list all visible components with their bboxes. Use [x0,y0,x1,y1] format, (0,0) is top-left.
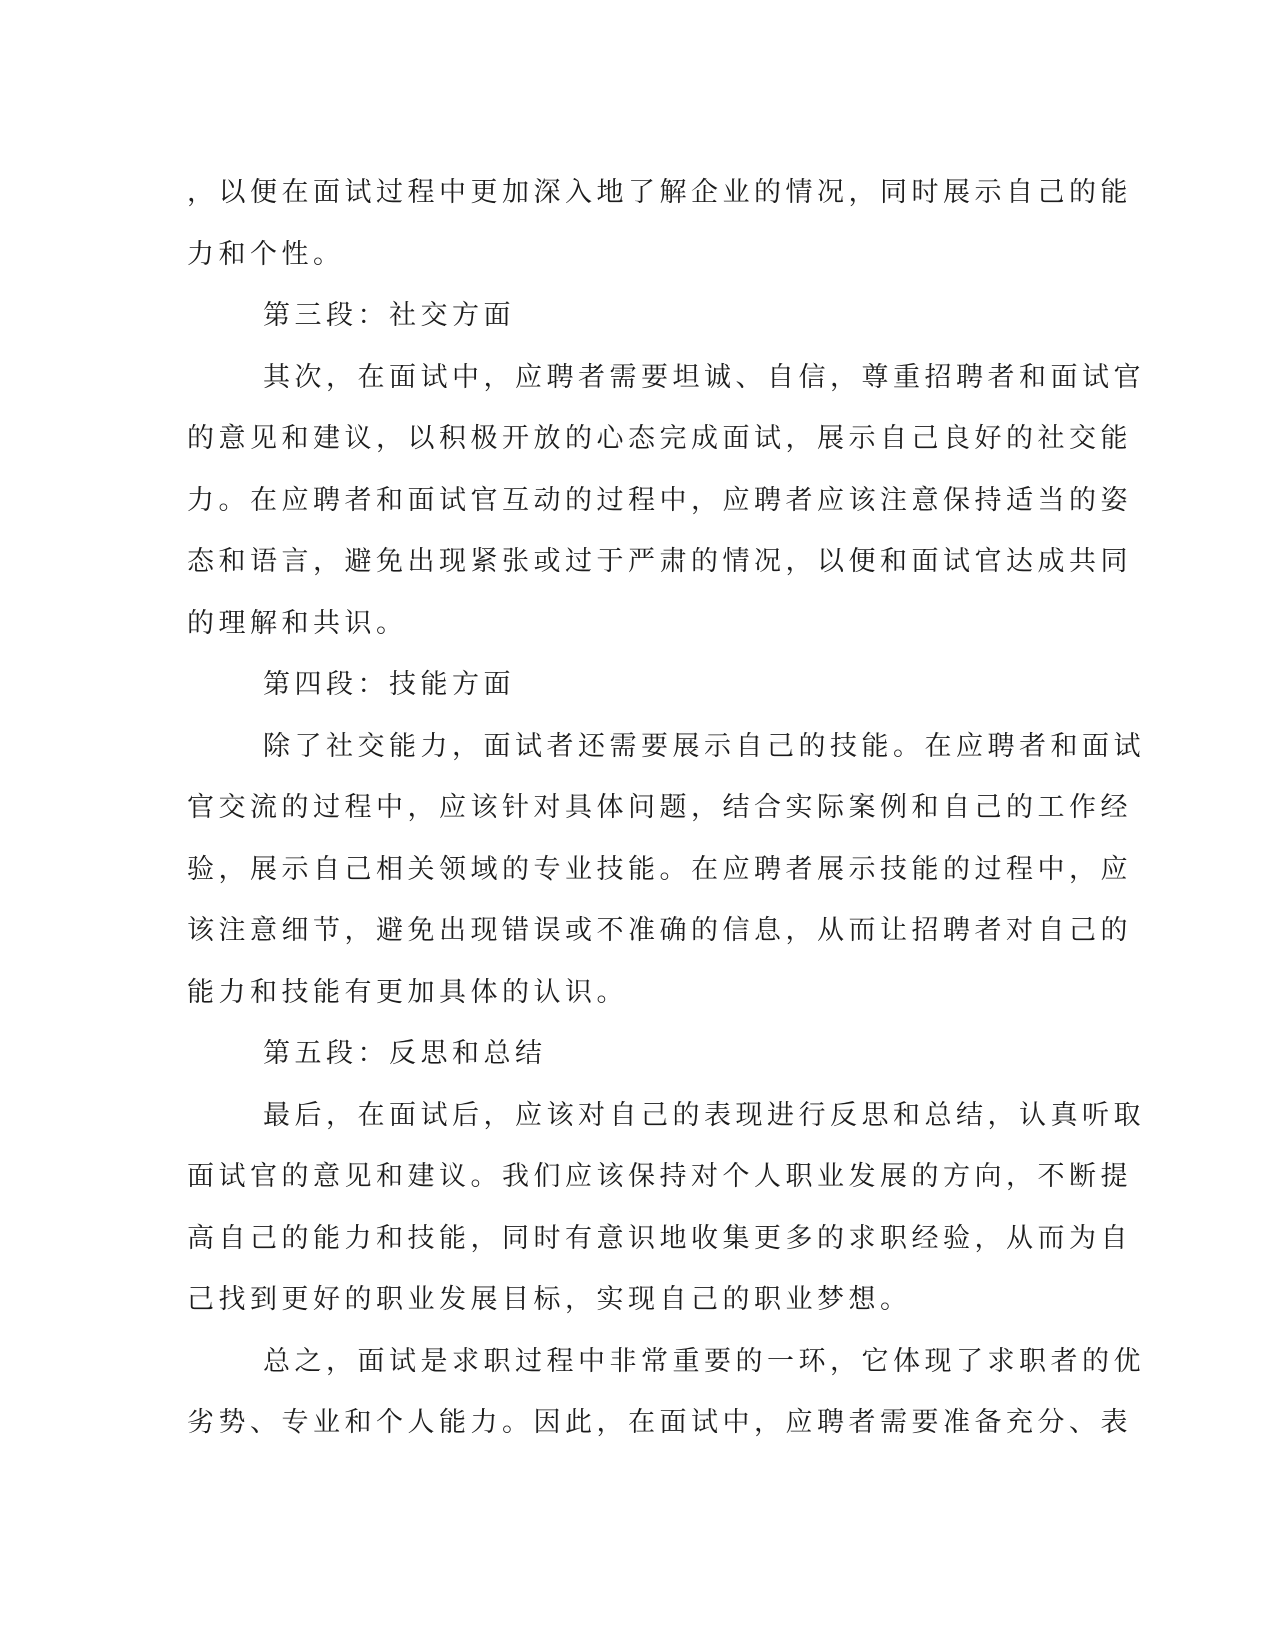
text-line: 最后，在面试后，应该对自己的表现进行反思和总结，认真听取 [263,1099,1145,1131]
text-line: 总之，面试是求职过程中非常重要的一环，它体现了求职者的优 [263,1345,1145,1377]
text-line: 劣势、专业和个人能力。因此，在面试中，应聘者需要准备充分、表 [187,1407,1132,1438]
section-heading: 第三段：社交方面 [263,300,515,331]
text-line: 高自己的能力和技能，同时有意识地收集更多的求职经验，从而为自 [187,1222,1132,1254]
section-heading: 第五段：反思和总结 [263,1038,547,1069]
text-line: 态和语言，避免出现紧张或过于严肃的情况，以便和面试官达成共同 [187,546,1132,577]
text-line: 的理解和共识。 [187,607,408,639]
text-line: ，以便在面试过程中更加深入地了解企业的情况，同时展示自己的能 [187,177,1132,208]
text-line: 力和个性。 [187,238,345,270]
text-line: 官交流的过程中，应该针对具体问题，结合实际案例和自己的工作经 [187,792,1132,823]
section-heading: 第四段：技能方面 [263,669,515,700]
text-line: 的意见和建议，以积极开放的心态完成面试，展示自己良好的社交能 [187,423,1132,454]
text-line: 面试官的意见和建议。我们应该保持对个人职业发展的方向，不断提 [187,1161,1132,1192]
document-body [187,162,1145,1454]
text-line: 其次，在面试中，应聘者需要坦诚、自信，尊重招聘者和面试官 [263,361,1145,393]
text-line: 能力和技能有更加具体的认识。 [187,976,628,1008]
text-line: 该注意细节，避免出现错误或不准确的信息，从而让招聘者对自己的 [187,915,1132,946]
text-line: 除了社交能力，面试者还需要展示自己的技能。在应聘者和面试 [263,730,1145,762]
text-line: 己找到更好的职业发展目标，实现自己的职业梦想。 [187,1284,912,1315]
text-line: 力。在应聘者和面试官互动的过程中，应聘者应该注意保持适当的姿 [187,484,1132,516]
text-line: 验，展示自己相关领域的专业技能。在应聘者展示技能的过程中，应 [187,853,1132,885]
